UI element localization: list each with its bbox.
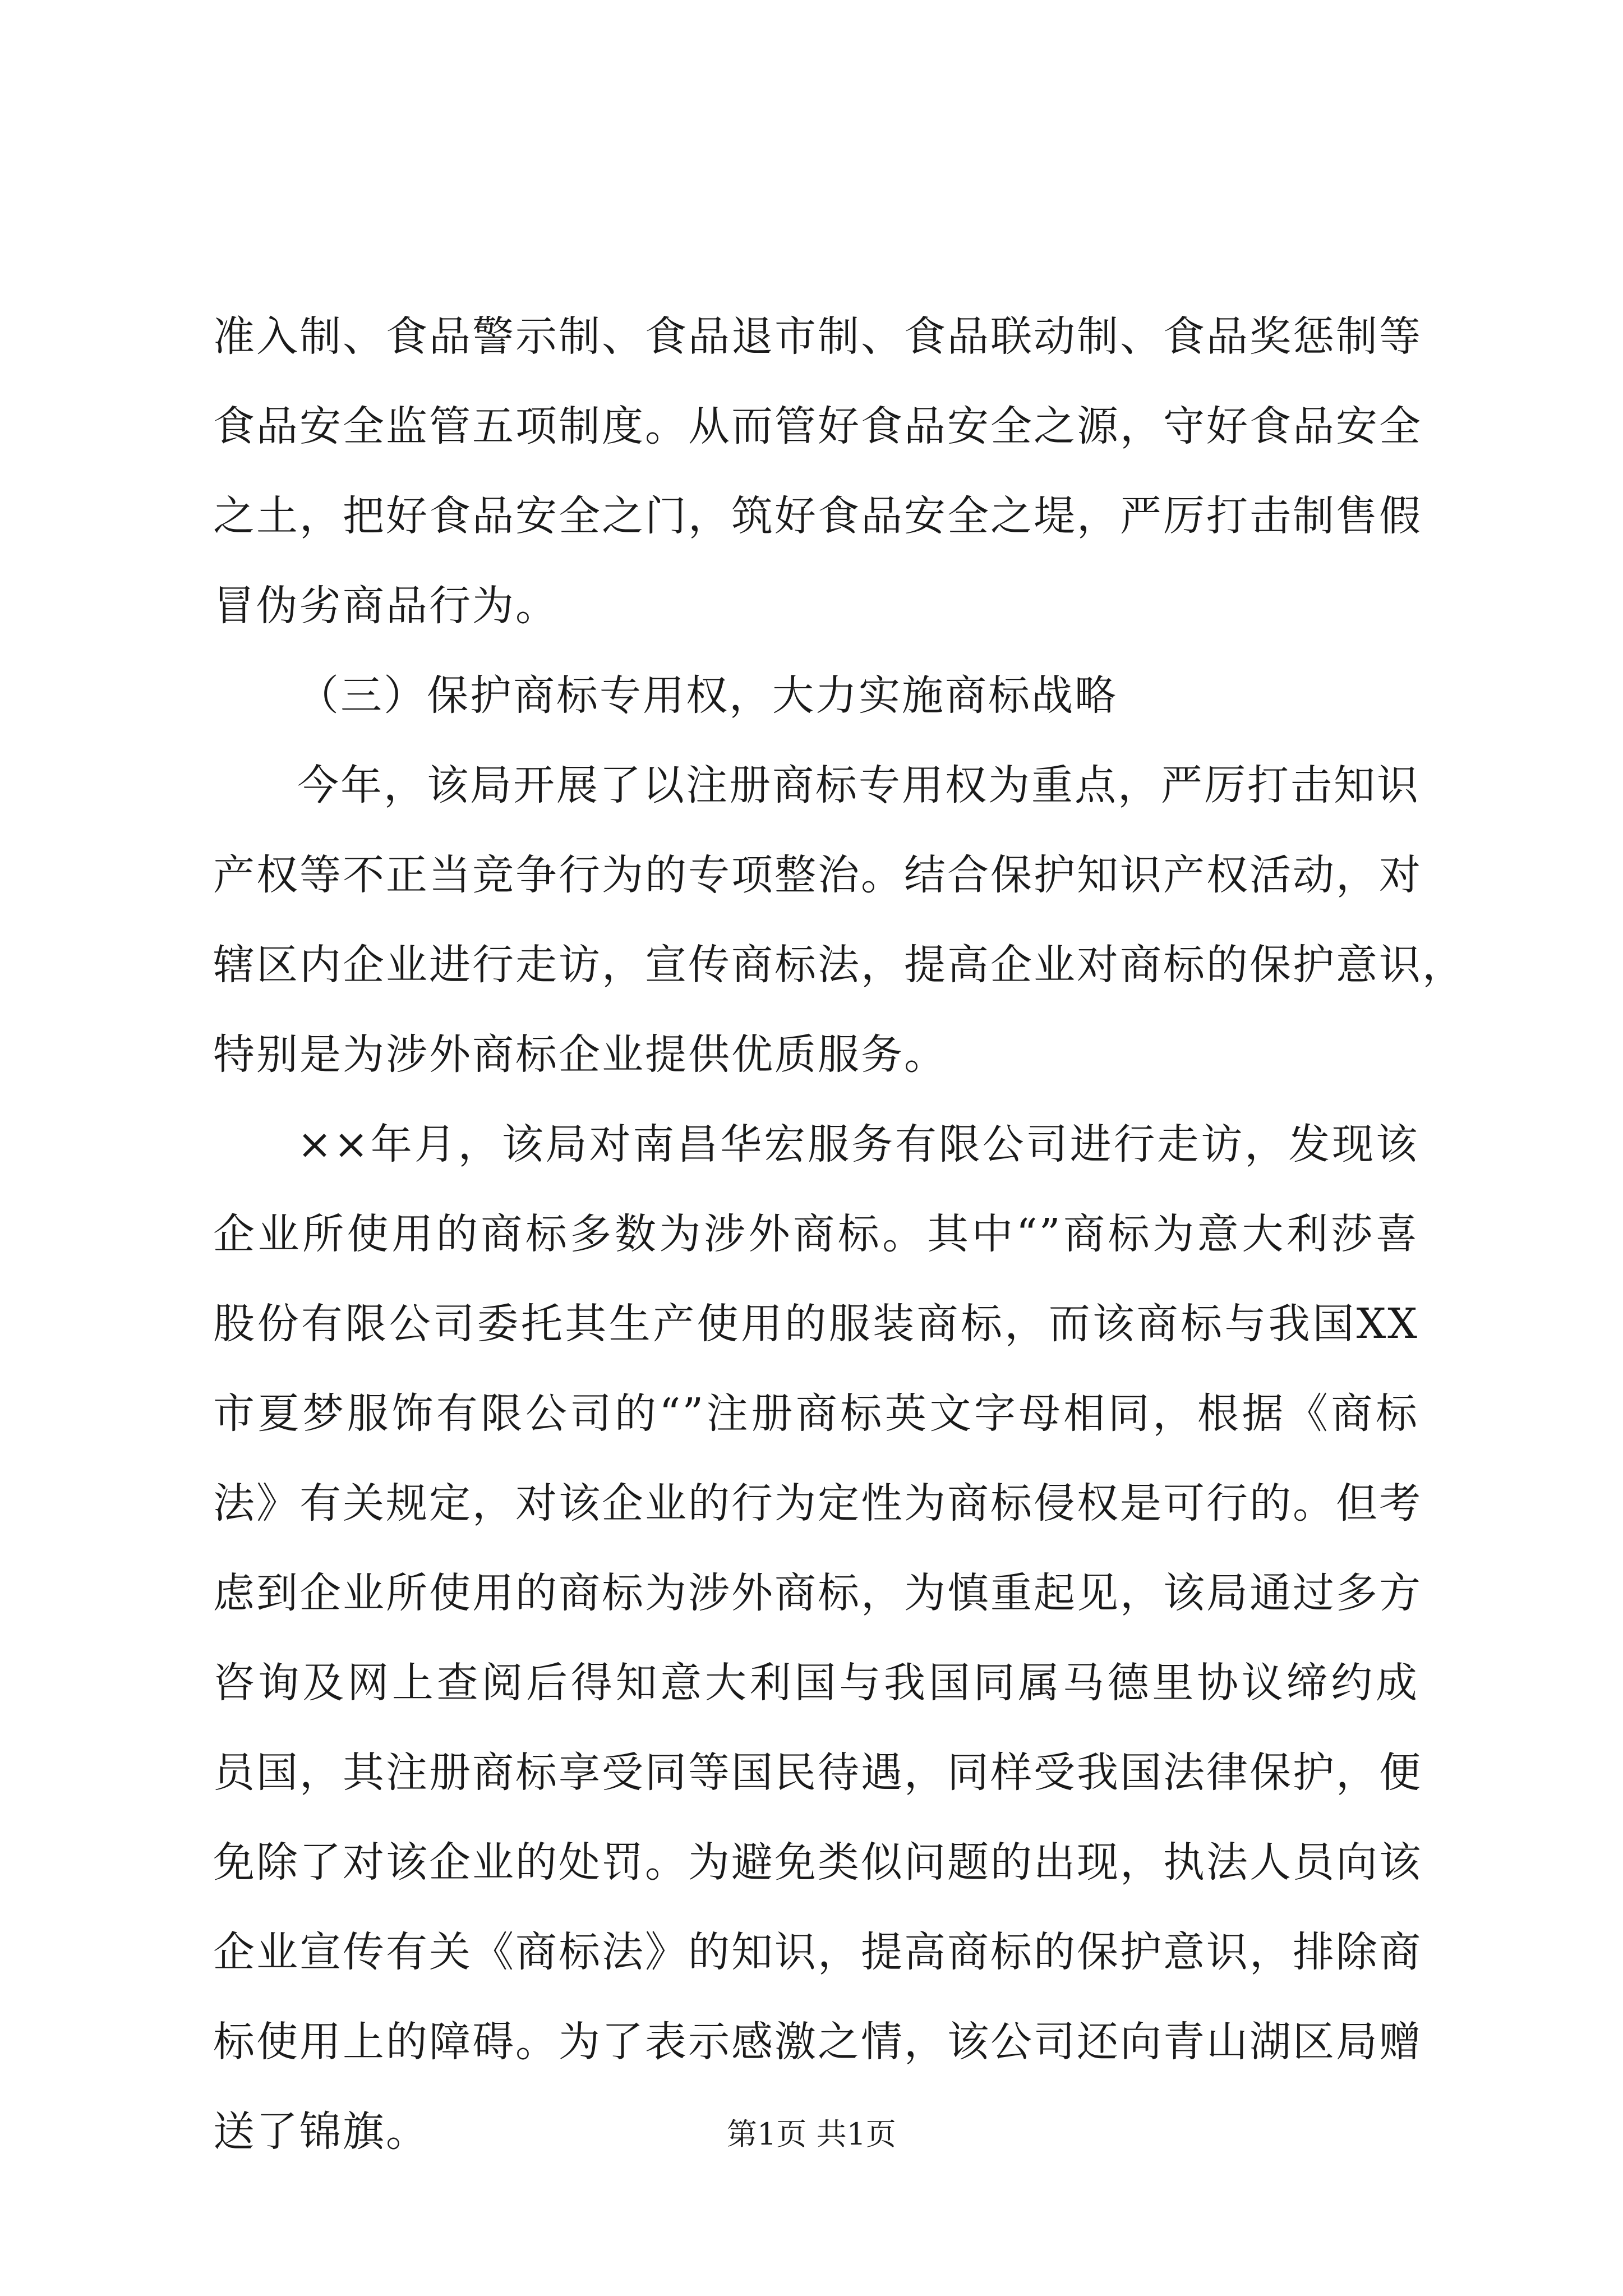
paragraph-line: 食品安全监管五项制度。从而管好食品安全之源，守好食品安全: [213, 402, 1422, 450]
paragraph-line: 企业所使用的商标多数为涉外商标。其中“”商标为意大利莎喜: [213, 1210, 1419, 1258]
paragraph-line: 产权等不正当竞争行为的专项整治。结合保护知识产权活动，对: [213, 851, 1422, 899]
paragraph-line: 市夏梦服饰有限公司的“”注册商标英文字母相同，根据《商标: [213, 1389, 1419, 1438]
paragraph-line: ××年月，该局对南昌华宏服务有限公司进行走访，发现该: [297, 1120, 1419, 1168]
paragraph-line: 冒伪劣商品行为。: [213, 582, 559, 630]
paragraph-line: 送了锦旗。: [213, 2108, 429, 2156]
document-page: [213, 292, 1465, 2188]
paragraph-line: 员国，其注册商标享受同等国民待遇，同样受我国法律保护，便: [213, 1749, 1422, 1797]
paragraph-line: 今年，该局开展了以注册商标专用权为重点，严厉打击知识: [297, 761, 1420, 809]
paragraph-line: 准入制、食品警示制、食品退市制、食品联动制、食品奖惩制等: [213, 312, 1422, 361]
paragraph-line: 免除了对该企业的处罚。为避免类似问题的出现，执法人员向该: [213, 1838, 1422, 1887]
paragraph-line: 虑到企业所使用的商标为涉外商标，为慎重起见，该局通过多方: [213, 1569, 1422, 1617]
paragraph-line: 股份有限公司委托其生产使用的服装商标，而该商标与我国XX: [213, 1300, 1419, 1348]
paragraph-line: 标使用上的障碍。为了表示感激之情，该公司还向青山湖区局赠: [213, 2018, 1422, 2066]
paragraph-line: 咨询及网上查阅后得知意大利国与我国同属马德里协议缔约成: [213, 1659, 1419, 1707]
paragraph-line: 特别是为涉外商标企业提供优质服务。: [213, 1030, 947, 1079]
page-footer: 第1页 共1页: [727, 2116, 896, 2152]
paragraph-line: 法》有关规定，对该企业的行为定性为商标侵权是可行的。但考: [213, 1479, 1422, 1527]
paragraph-line: 企业宣传有关《商标法》的知识，提高商标的保护意识，排除商: [213, 1928, 1422, 1976]
paragraph-line: 辖区内企业进行走访，宣传商标法，提高企业对商标的保护意识，: [213, 941, 1465, 989]
paragraph-line: 之土，把好食品安全之门，筑好食品安全之堤，严厉打击制售假: [213, 492, 1422, 540]
section-heading: （三）保护商标专用权，大力实施商标战略: [297, 671, 1118, 720]
